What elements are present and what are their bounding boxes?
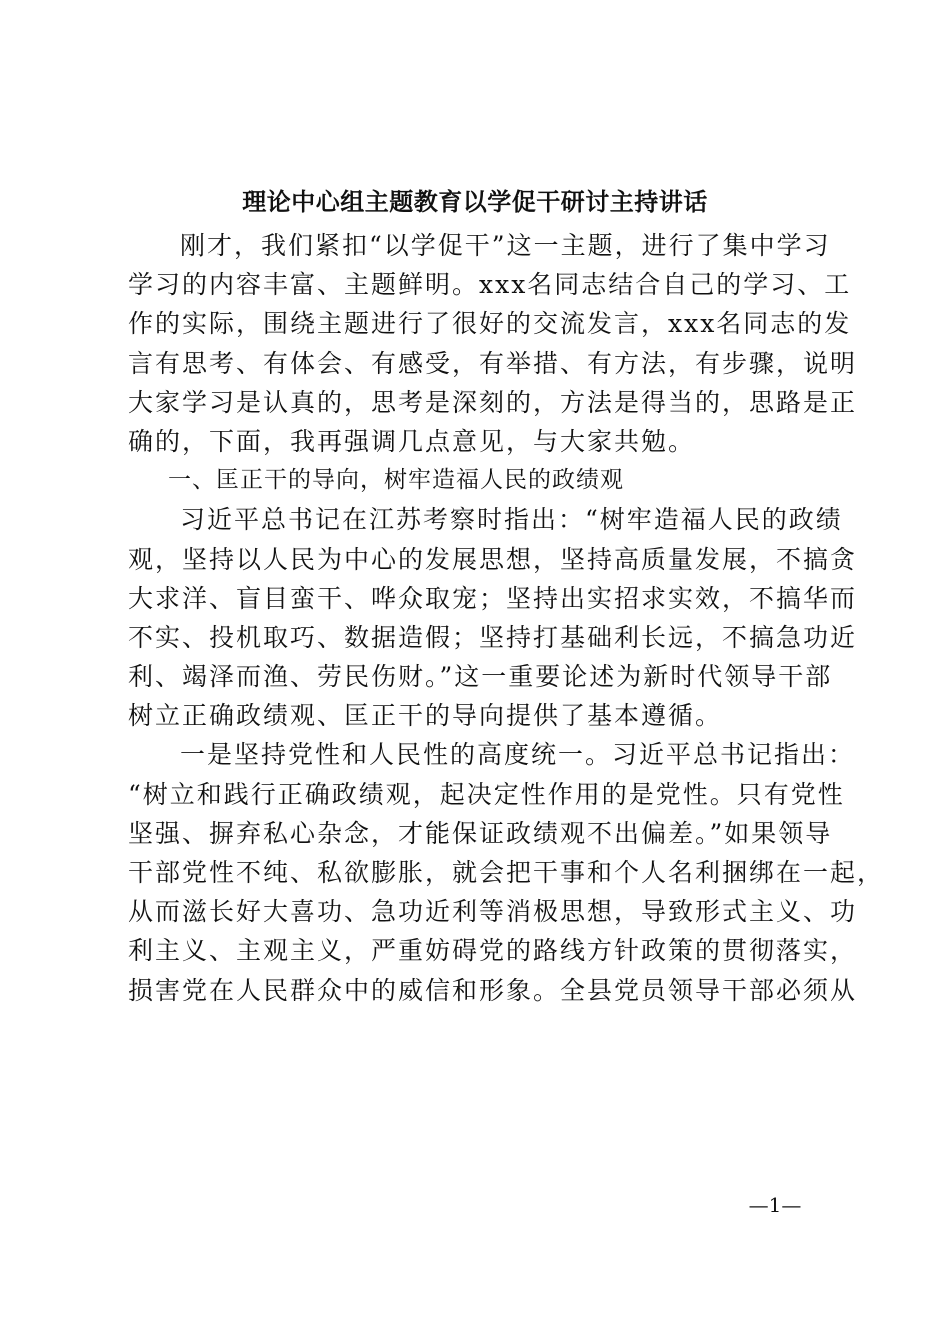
text-line: 坚强、摒弃私心杂念，才能保证政绩观不出偏差。”如果领导 [128,818,833,848]
text-line: 利、竭泽而渔、劳民伤财。”这一重要论述为新时代领导干部 [128,662,833,692]
text-line: 确的，下面，我再强调几点意见，与大家共勉。 [128,426,696,456]
text-line: 干部党性不纯、私欲膨胀，就会把干事和个人名利捆绑在一起， [128,858,885,887]
text-line: 刚才，我们紧扣“以学促干”这一主题，进行了集中学习 [180,231,831,260]
text-line: 习近平总书记在江苏考察时指出：“树牢造福人民的政绩 [180,505,843,535]
text-line: 作的实际，围绕主题进行了很好的交流发言，xxx名同志的发 [128,309,852,339]
text-line: 损害党在人民群众中的威信和形象。全县党员领导干部必须从 [128,975,858,1005]
document-body [128,226,885,1010]
text-line: 言有思考、有体会、有感受，有举措、有方法，有步骤，说明 [128,348,858,378]
text-line: 树立正确政绩观、匡正干的导向提供了基本遵循。 [128,701,723,731]
page-number: —1— [748,1193,802,1217]
document-title: 理论中心组主题教育以学促干研讨主持讲话 [242,187,708,216]
text-line: 从而滋长好大喜功、急功近利等消极思想，导致形式主义、功 [128,897,858,927]
text-line: 一是坚持党性和人民性的高度统一。习近平总书记指出： [180,740,856,770]
section-heading: 一、匡正干的导向，树牢造福人民的政绩观 [168,467,624,494]
text-line: 观，坚持以人民为中心的发展思想，坚持高质量发展，不搞贪 [128,544,858,574]
text-line: 大家学习是认真的，思考是深刻的，方法是得当的，思路是正 [128,387,858,417]
text-line: 大求洋、盲目蛮干、哗众取宠；坚持出实招求实效，不搞华而 [128,583,858,613]
text-line: 学习的内容丰富、主题鲜明。xxx名同志结合自己的学习、工 [128,270,852,300]
text-line: “树立和践行正确政绩观，起决定性作用的是党性。只有党性 [128,779,845,809]
text-line: 利主义、主观主义，严重妨碍党的路线方针政策的贯彻落实， [128,936,858,966]
text-line: 不实、投机取巧、数据造假；坚持打基础利长远，不搞急功近 [128,622,858,652]
